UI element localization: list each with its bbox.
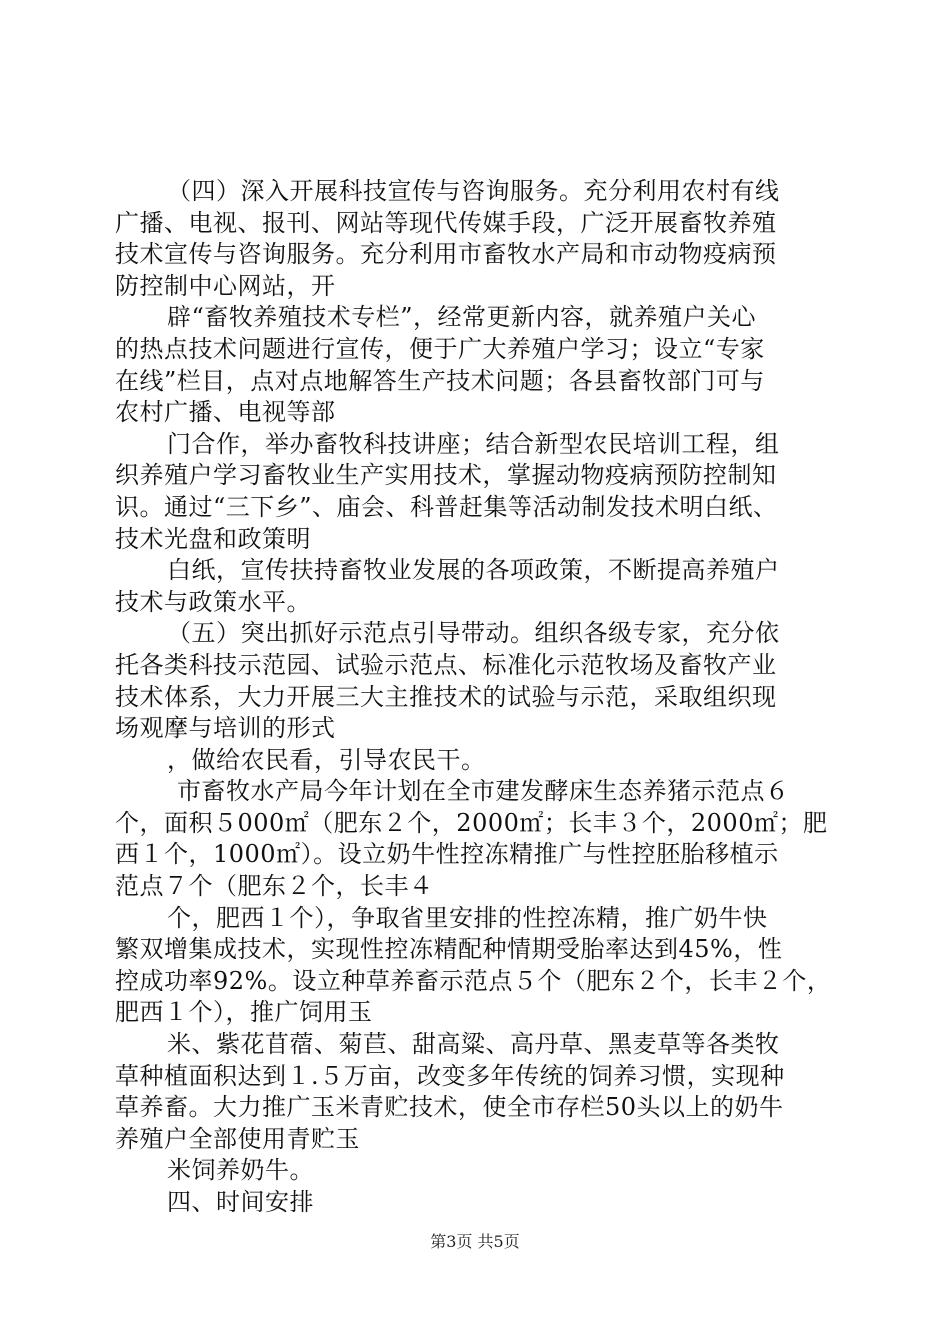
document-body (115, 176, 915, 1219)
text-line: ，做给农民看，引导农民干。 (167, 745, 486, 774)
text-line: 门合作，举办畜牧科技讲座；结合新型农民培训工程，组 (167, 429, 780, 458)
text-line: 米、紫花苜蓿、菊苣、甜高粱、高丹草、黑麦草等各类牧 (167, 1030, 780, 1059)
text-line: 技术与政策水平。 (115, 587, 311, 616)
text-line: 繁双增集成技术，实现性控冻精配种情期受胎率达到45%，性 (115, 935, 783, 964)
text-line: 托各类科技示范园、试验示范点、标准化示范牧场及畜牧产业 (115, 650, 777, 679)
text-line: 在线”栏目，点对点地解答生产技术问题；各县畜牧部门可与 (115, 366, 765, 395)
text-line: 场观摩与培训的形式 (115, 714, 336, 743)
text-line: 四、时间安排 (167, 1188, 314, 1216)
text-line: 白纸，宣传扶持畜牧业发展的各项政策，不断提高养殖户 (167, 556, 780, 585)
text-line: 西１个，1000㎡）。设立奶牛性控冻精推广与性控胚胎移植示 (115, 840, 779, 869)
text-line: 控成功率92%。设立种草养畜示范点５个（肥东２个，长丰２个， (115, 966, 832, 995)
text-line: 个，肥西１个），争取省里安排的性控冻精，推广奶牛快 (167, 903, 768, 932)
text-line: 广播、电视、报刊、网站等现代传媒手段，广泛开展畜牧养殖 (115, 208, 777, 237)
text-line: （四）深入开展科技宣传与咨询服务。充分利用农村有线 (167, 177, 780, 205)
text-line: 草种植面积达到１.５万亩，改变多年传统的饲养习惯，实现种 (115, 1061, 785, 1090)
text-line: 技术体系，大力开展三大主推技术的试验与示范，采取组织现 (115, 682, 777, 711)
text-line: 防控制中心网站，开 (115, 271, 336, 300)
text-line: （五）突出抓好示范点引导带动。组织各级专家，充分依 (167, 619, 780, 648)
text-line: 草养畜。大力推广玉米青贮技术，使全市存栏50头以上的奶牛 (115, 1093, 784, 1122)
page-footer: 第3页 共5页 (430, 1232, 520, 1251)
text-line: 的热点技术问题进行宣传，便于广大养殖户学习；设立“专家 (115, 334, 765, 363)
text-line: 技术宣传与咨询服务。充分利用市畜牧水产局和市动物疫病预 (115, 240, 777, 269)
text-line: 个，面积５000㎡（肥东２个，2000㎡；长丰３个，2000㎡；肥 (115, 808, 828, 837)
text-line: 农村广播、电视等部 (115, 398, 336, 427)
text-line: 肥西１个），推广饲用玉 (115, 998, 373, 1027)
text-line: 织养殖户学习畜牧业生产实用技术，掌握动物疫病预防控制知 (115, 461, 777, 490)
text-line: 米饲养奶牛。 (167, 1156, 314, 1185)
text-line: 范点７个（肥东２个，长丰４ (115, 872, 434, 901)
text-line: 养殖户全部使用青贮玉 (115, 1124, 360, 1153)
text-line: 识。通过“三下乡”、庙会、科普赶集等活动制发技术明白纸、 (115, 492, 778, 521)
text-line: 市畜牧水产局今年计划在全市建发酵床生态养猪示范点６ (177, 777, 790, 806)
text-line: 辟“畜牧养殖技术专栏”，经常更新内容，就养殖户关心 (167, 303, 757, 332)
text-line: 技术光盘和政策明 (115, 524, 311, 553)
